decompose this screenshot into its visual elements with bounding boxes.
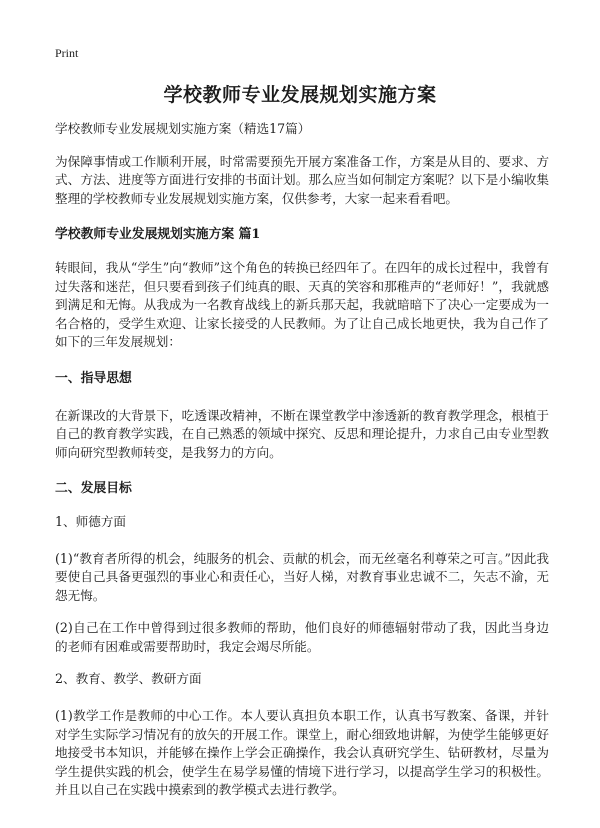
article-subtitle: 学校教师专业发展规划实施方案（精选17篇）	[55, 121, 311, 136]
heading-goals: 二、发展目标	[55, 481, 132, 497]
page-title: 学校教师专业发展规划实施方案	[163, 84, 437, 106]
ethics-paragraph-2: (2)自己在工作中曾得到过很多教师的帮助，他们良好的师德辐射带动了我，因此当身边的老师有困难或需要帮助时，我定会竭尽所能。	[55, 620, 549, 654]
article-body	[55, 120, 549, 800]
print-link[interactable]: Print	[55, 46, 79, 60]
subheading-teaching: 2、教育、教学、教研方面	[55, 671, 202, 687]
subheading-ethics: 1、师德方面	[55, 513, 126, 529]
opening-paragraph: 转眼间，我从“学生”向“教师”这个角色的转换已经四年了。在四年的成长过程中，我曾有过失落和迷茫，但只要看到孩子们纯真的眼、天真的笑容和那稚声的“老师好！”，我就感到满足和无悔。从我成为一名教育战线上的新兵那天起，我就暗暗下了决心一定要成为一名合格的，受学生欢迎、让家长接受的人民教师。为了让自己成长地更快，我为自己作了如下的三年发展规划：	[55, 259, 549, 350]
section-title: 学校教师专业发展规划实施方案 篇1	[55, 227, 261, 243]
intro-paragraph: 为保障事情或工作顺利开展，时常需要预先开展方案准备工作，方案是从目的、要求、方式、方法、进度等方面进行安排的书面计划。那么应当如何制定方案呢？以下是小编收集整理的学校教师专业发展规划实施方案，仅供参考，大家一起来看看吧。	[55, 153, 549, 206]
ethics-paragraph-1: (1)“教育者所得的机会，纯服务的机会、贡献的机会，而无丝毫名利尊荣之可言。”因此我要使自己具备更强烈的事业心和责任心，当好人梯，对教育事业忠诚不二，矢志不渝，无怨无悔。	[55, 550, 549, 603]
guiding-paragraph: 在新课改的大背景下，吃透课改精神，不断在课堂教学中渗透新的教育教学理念，根植于自己的教育教学实践，在自己熟悉的领域中探究、反思和理论提升，力求自己由专业型教师向研究型教师转变，是我努力的方向。	[55, 407, 549, 460]
heading-guiding-ideas: 一、指导思想	[55, 370, 132, 386]
teaching-paragraph-1: (1)教学工作是教师的中心工作。本人要认真担负本职工作，认真书写教案、备课，并针对学生实际学习情况有的放矢的开展工作。课堂上，耐心细致地讲解，为使学生能够更好地接受书本知识，并能够在操作上学会正确操作，我会认真研究学生、钻研教材，尽量为学生提供实践的机会，使学生在易学易懂的情境下进行学习，以提高学生学习的积极性。并且以自己在实践中摸索到的教学模式去进行教学。	[55, 708, 549, 798]
